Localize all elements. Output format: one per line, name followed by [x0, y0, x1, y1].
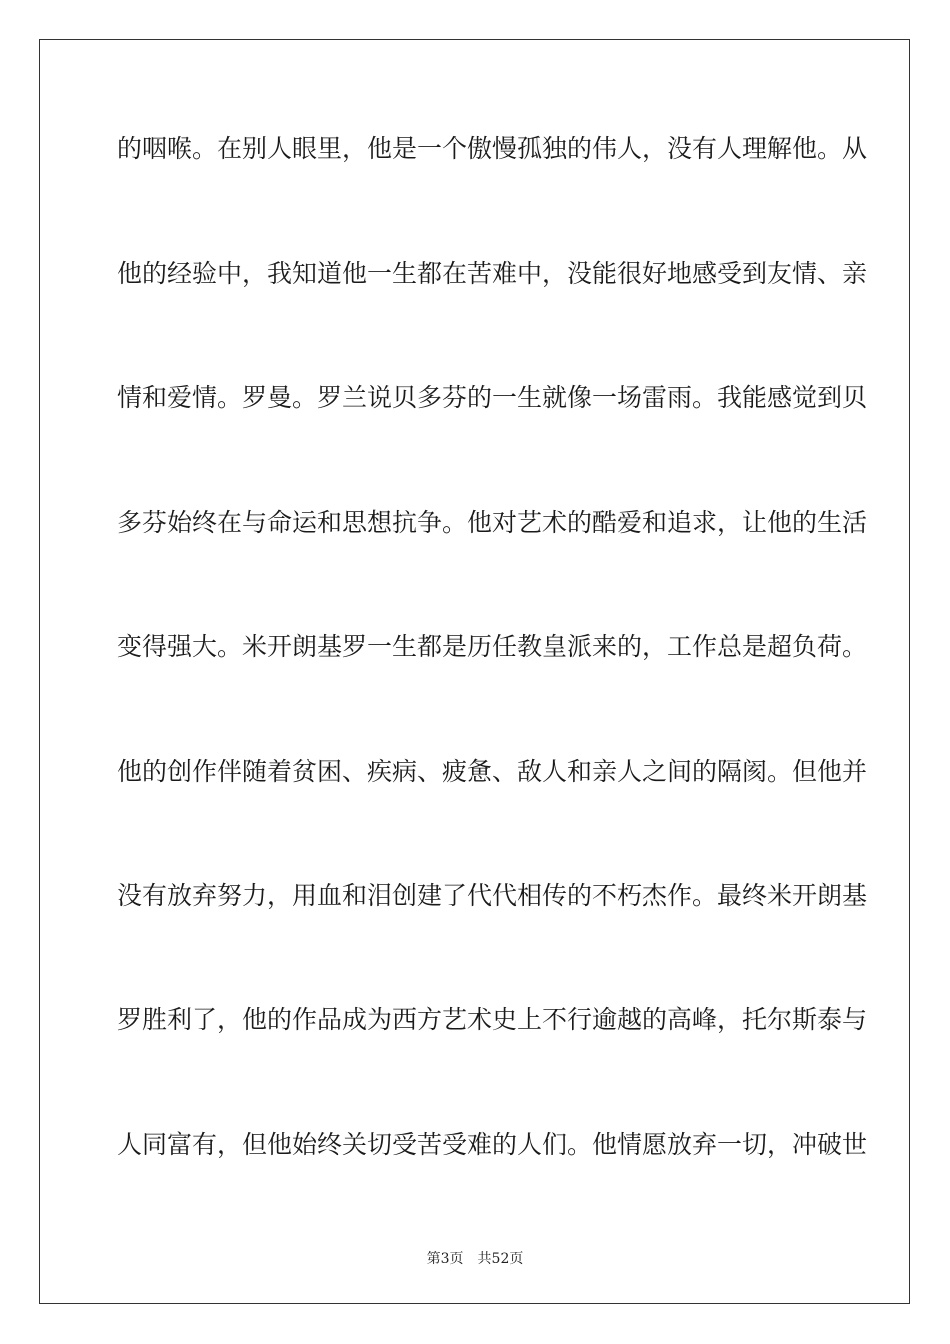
text-line: 人同富有，但他始终关切受苦受难的人们。他情愿放弃一切，冲破世: [117, 1130, 868, 1159]
text-line: 情和爱情。罗曼。罗兰说贝多芬的一生就像一场雷雨。我能感觉到贝: [117, 383, 868, 412]
text-line: 他的经验中，我知道他一生都在苦难中，没能很好地感受到友情、亲: [117, 259, 868, 288]
page-number: 第3页: [426, 1251, 464, 1267]
text-line: 的咽喉。在别人眼里，他是一个傲慢孤独的伟人，没有人理解他。从: [117, 134, 868, 163]
page-footer: [0, 1248, 950, 1268]
page-total: 共52页: [477, 1251, 524, 1267]
text-line: 变得强大。米开朗基罗一生都是历任教皇派来的，工作总是超负荷。: [117, 632, 868, 661]
text-line: 多芬始终在与命运和思想抗争。他对艺术的酷爱和追求，让他的生活: [117, 508, 868, 537]
text-line: 他的创作伴随着贫困、疾病、疲惫、敌人和亲人之间的隔阂。但他并: [117, 757, 868, 786]
text-line: 没有放弃努力，用血和泪创建了代代相传的不朽杰作。最终米开朗基: [117, 881, 868, 910]
page-border: [39, 39, 910, 1304]
text-line: 罗胜利了，他的作品成为西方艺术史上不行逾越的高峰，托尔斯泰与: [117, 1005, 868, 1034]
